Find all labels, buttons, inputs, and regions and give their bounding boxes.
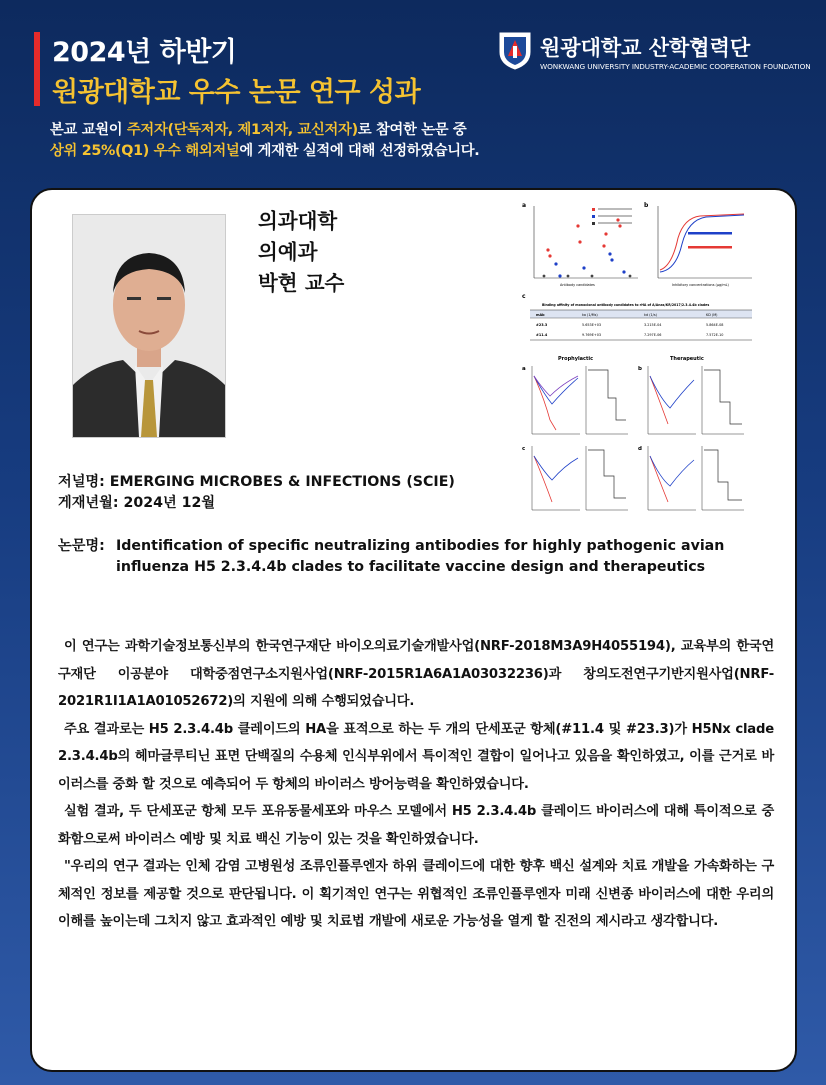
figure-b-xlabel: Inhibitory concentrations (μg/mL) [672,283,729,287]
paper-title-block [58,536,758,575]
figure-a-xlabel: Antibody candidates [560,283,595,287]
author-name: 박현 교수 [258,271,345,295]
description-paragraph-2: 주요 결과로는 H5 2.3.4.4b 클레이드의 HA을 표적으로 하는 두 개의 단세포군 항체(#11.4 및 #23.3)가 H5Nx clade 2.3.4.4b의 헤마글루티닌 표면 단백질의 수용체 인식부위에서 특이적인 결합이 일어나고 있음을 확인하였고, 이를 근거로 바이러스를 중화 할 것으로 예측되어 두 항체의 바이러스 방어능력을 확인하였습니다. [58,721,774,792]
figure-table-cell: #23.3 [536,323,548,327]
figure-bottom-a-label: a [522,366,526,372]
figure-bottom-d-label: d [638,446,642,452]
description-paragraph-1: 이 연구는 과학기술정보통신부의 한국연구재단 바이오의료기술개발사업(NRF-2018M3A9H4055194), 교육부의 한국연구재단 이공분야 대학중점연구소지원사업(NRF-2015R1A6A1A03032236)과 창의도전연구기반지원사업(NRF-2021R1I1A1A01052672)의 지원에 의해 수행되었습니다. [58,639,774,709]
intro-line1-b: 로 참여한 논문 중 [357,122,467,138]
intro-line2-highlight: 상위 25%(Q1) 우수 해외저널 [50,143,240,159]
figure-table-cell: 7.297E-06 [644,333,662,337]
paper-title: Identification of specific neutralizing antibodies for highly pathogenic avian influenza H5 2.3.4.4b clades to facilitate vaccine design and therapeutics [116,538,725,575]
journal-name: EMERGING MICROBES & INFECTIONS (SCIE) [109,474,455,490]
journal-label: 저널명: [58,474,105,490]
figure-table-cell: 7.572E-10 [706,333,724,337]
author-photo [72,214,226,438]
university-logo [496,30,811,74]
intro-line1-a: 본교 교원이 [50,122,127,138]
intro-line1-highlight: 주저자(단독저자, 제1저자, 교신저자) [126,122,358,138]
figure-therapeutic-heading: Therapeutic [670,356,704,362]
research-figure [520,198,758,516]
portrait-image [73,215,225,437]
figure-table-header-3: KD (M) [706,313,718,317]
intro-line2-b: 에 게재한 실적에 대해 선정하였습니다. [239,143,480,159]
figure-table-cell: 5.864E-08 [706,323,724,327]
figure-prophylactic-heading: Prophylactic [558,356,594,362]
publication-date: 2024년 12월 [123,495,216,511]
author-info [258,206,344,299]
title-accent-bar [34,32,40,106]
figure-table-cell: 3.215E-04 [644,323,662,327]
description-paragraph-4: "우리의 연구 결과는 인체 감염 고병원성 조류인플루엔자 하위 클레이드에 대한 향후 백신 설계와 치료 개발을 가속화하는 구체적인 정보를 제공할 것으로 판단됩니다. 이 획기적인 연구는 위협적인 조류인플루엔자 미래 신변종 바이러스에 대한 우리의 이해를 높이는데 그치지 않고 효과적인 예방 및 치료법 개발에 새로운 가능성을 열게 할 진전의 제시라고 생각합니다. [58,859,774,929]
figure-bottom-b-label: b [638,366,642,372]
figure-table-header-1: ka (1/Ms) [582,313,598,317]
date-label: 게재년월: [58,495,119,511]
content-card [30,188,797,1072]
logo-subtitle: WONKWANG UNIVERSITY INDUSTRY-ACADEMIC COOPERATION FOUNDATION [540,62,811,71]
figure-bottom-c-label: c [522,446,526,452]
intro-text [50,120,479,162]
paper-title-label: 논문명: [58,538,105,554]
figure-table-cell: 5.653E+03 [582,323,602,327]
figure-table-title: Binding affinity of monoclonal antibody candidates to rHA of A/Anas/KR/2017/2.3.4.4b clades [542,303,710,307]
figure-panel-b-label: b [644,202,649,209]
publication-meta [58,472,455,514]
page-title-line1: 2024년 하반기 [52,37,237,68]
author-department: 의예과 [258,240,318,264]
figure-table-cell: #11.4 [536,333,548,337]
figure-panel-a-label: a [522,202,527,209]
research-description [58,633,774,936]
logo-name: 원광대학교 산학협력단 [540,36,751,60]
figure-table-header-0: mAb [536,313,545,317]
university-emblem-icon [496,30,534,70]
figure-table-header-2: kd (1/s) [644,313,657,317]
page-title-line2: 원광대학교 우수 논문 연구 성과 [52,77,421,108]
author-college: 의과대학 [258,209,338,233]
description-paragraph-3: 실험 결과, 두 단세포군 항체 모두 포유동물세포와 마우스 모델에서 H5 2.3.4.4b 클레이드 바이러스에 대해 특이적으로 중화함으로써 바이러스 예방 및 치료 백신 기능이 있는 것을 확인하였습니다. [58,804,774,847]
figure-table-cell: 9.769E+03 [582,333,602,337]
figure-panel-c-label: c [522,293,526,300]
